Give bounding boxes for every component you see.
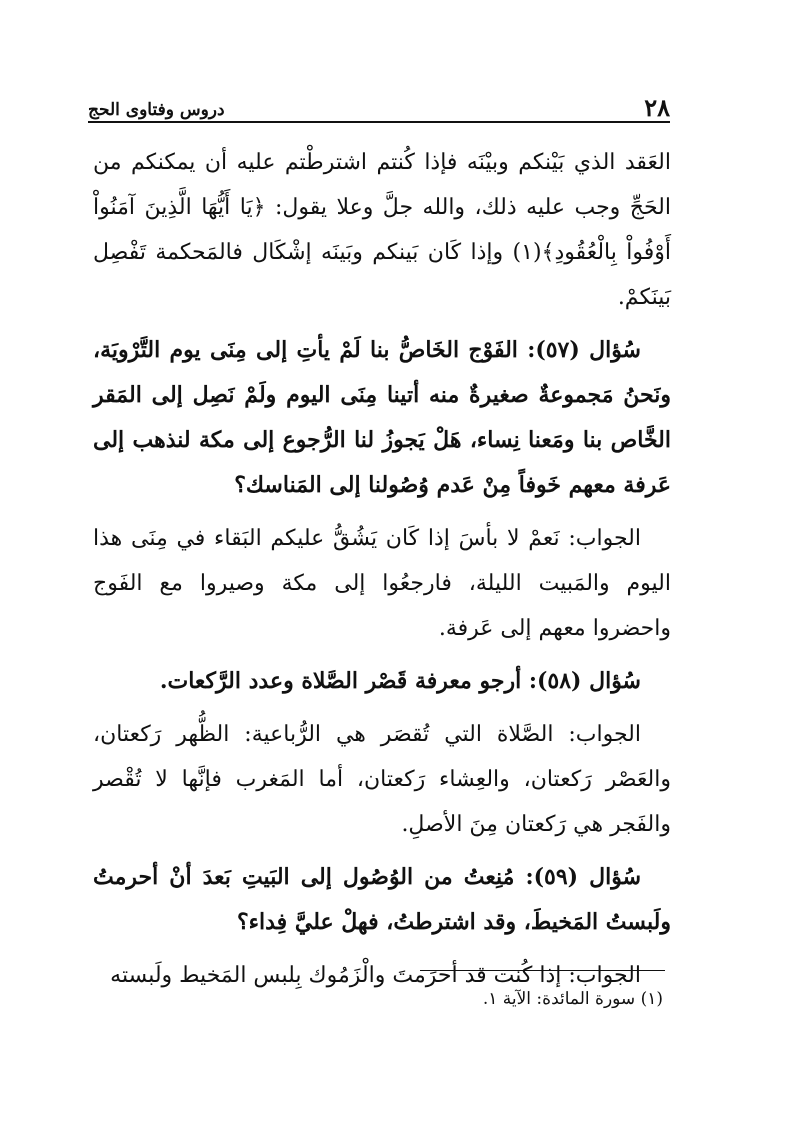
header-rule — [88, 121, 670, 123]
answer-57: الجواب: نَعمْ لا بأسَ إذا كَان يَشُقُّ عليكم البَقاء في مِنَى هذا اليوم والمَبيت الليلة، فارجعُوا إلى مكة وصيروا مع الفَوج واحضروا معهم إلى عَرفة. — [93, 526, 671, 641]
page-number: ٢٨ — [644, 93, 670, 122]
footnote-rule — [420, 970, 665, 971]
question-58: سُؤال (٥٨): أرجو معرفة قَصْر الصَّلاة وعدد الرَّكعات. — [159, 668, 641, 694]
page-header — [88, 92, 670, 120]
answer-58: الجواب: الصَّلاة التي تُقصَر هي الرُّباعية: الظُّهر رَكعتان، والعَصْر رَكعتان، والعِشاء رَكعتان، أما المَغرب فإنَّها لا تُقْصر والفَجر هي رَكعتان مِنَ الأصلِ. — [93, 722, 671, 837]
question-59: سُؤال (٥٩): مُنِعتُ من الوُصُول إلى البَيتِ بَعدَ أنْ أحرمتُ ولَبستُ المَخيطَ، وقد اشترطتُ، فهلْ عليَّ فِداء؟ — [93, 864, 671, 935]
page-body — [93, 140, 671, 1006]
question-57: سُؤال (٥٧): الفَوْج الخَاصُّ بنا لَمْ يأتِ إلى مِنَى يوم التَّرْويَة، ونَحنُ مَجموعةٌ صغيرةٌ منه أتينا مِنَى اليوم ولَمْ نَصِل إلى المَقر الخَّاص بنا ومَعنا نِساء، هَلْ يَجوزُ لنا الرُّجوع إلى مكة لنذهب إلى عَرفة معهم خَوفاً مِنْ عَدم وُصُولنا إلى المَناسك؟ — [93, 337, 671, 498]
paragraph-continuation: العَقد الذي بَيْنكم وبيْنَه فإذا كُنتم اشترطْتم عليه أن يمكنكم من الحَجِّ وجب عليه ذلك، والله جلَّ وعلا يقول: ﴿يَا أَيُّهَا الَّذِينَ آمَنُواْ أَوْفُواْ بِالْعُقُودِ﴾(١) وإذا كَان بَينكم وبَينَه إشْكَال فالمَحكمة تَفْصِل بَينَكمْ. — [93, 150, 671, 310]
running-title: دروس وفتاوى الحج — [88, 100, 225, 120]
answer-59: الجواب: إذا كُنت قد أحرَمتَ والْزَمُوك بِلبس المَخيط ولَبسته — [110, 963, 641, 988]
footnote: (١) سورة المائدة: الآية ١. — [482, 989, 663, 1009]
